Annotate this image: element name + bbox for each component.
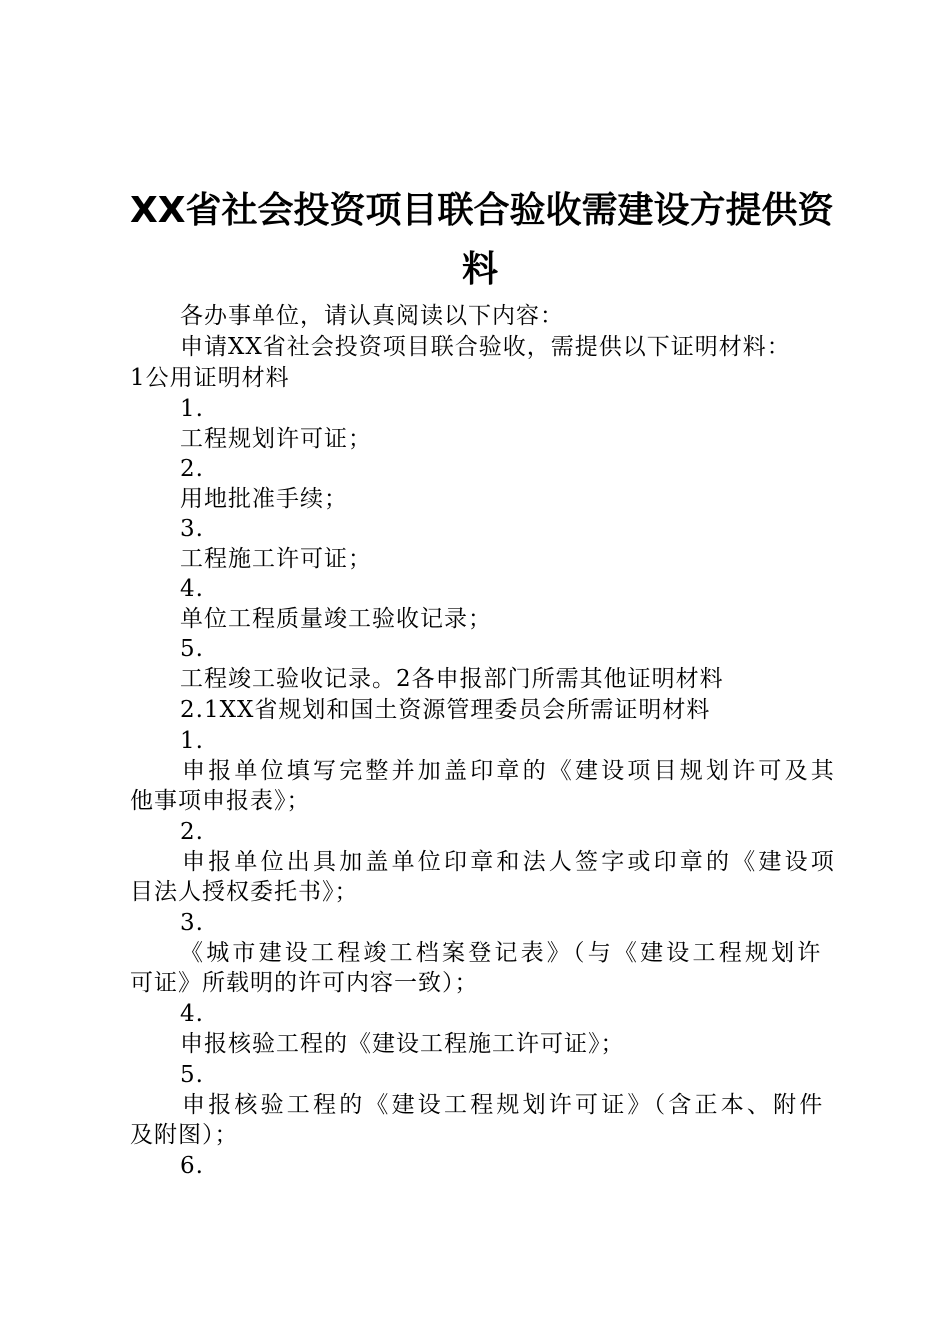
list-number: 5.	[180, 1062, 204, 1088]
section-heading: 1公用证明材料	[130, 365, 290, 391]
list-item: 《城市建设工程竣工档案登记表》（与《建设工程规划许	[180, 940, 824, 966]
list-item: 工程规划许可证；	[180, 426, 372, 452]
list-number: 2.	[180, 456, 204, 482]
list-item-continuation: 他事项申报表》；	[130, 788, 311, 814]
list-number: 4.	[180, 1001, 204, 1027]
list-number: 3.	[180, 516, 204, 542]
list-number: 4.	[180, 576, 204, 602]
list-item: 单位工程质量竣工验收记录；	[180, 606, 492, 632]
list-number: 5.	[180, 636, 204, 662]
list-item: 用地批准手续；	[180, 486, 348, 512]
list-number: 1.	[180, 396, 204, 422]
list-item: 申报单位出具加盖单位印章和法人签字或印章的《建设项	[182, 849, 837, 875]
document-title-line-1: XX省社会投资项目联合验收需建设方提供资	[130, 190, 834, 231]
list-number: 6.	[180, 1153, 204, 1179]
list-item: 申报核验工程的《建设工程施工许可证》；	[180, 1031, 625, 1057]
list-item: 工程施工许可证；	[180, 546, 372, 572]
list-item-continuation: 目法人授权委托书》；	[130, 879, 359, 905]
list-number: 3.	[180, 910, 204, 936]
list-item-continuation: 及附图）；	[130, 1122, 239, 1148]
list-number: 1.	[180, 728, 204, 754]
list-item-continuation: 可证》所载明的许可内容一致）；	[130, 970, 479, 996]
list-item: 申报单位填写完整并加盖印章的《建设项目规划许可及其	[182, 758, 837, 784]
list-number: 2.	[180, 819, 204, 845]
list-item: 申报核验工程的《建设工程规划许可证》（含正本、附件	[182, 1092, 826, 1118]
list-item: 工程竣工验收记录。2各申报部门所需其他证明材料	[180, 666, 724, 692]
intro-line: 申请XX省社会投资项目联合验收，需提供以下证明材料：	[180, 334, 791, 360]
intro-line: 各办事单位，请认真阅读以下内容：	[180, 303, 564, 329]
document-title-line-2: 料	[461, 249, 498, 290]
section-heading: 2.1XX省规划和国土资源管理委员会所需证明材料	[180, 697, 711, 723]
